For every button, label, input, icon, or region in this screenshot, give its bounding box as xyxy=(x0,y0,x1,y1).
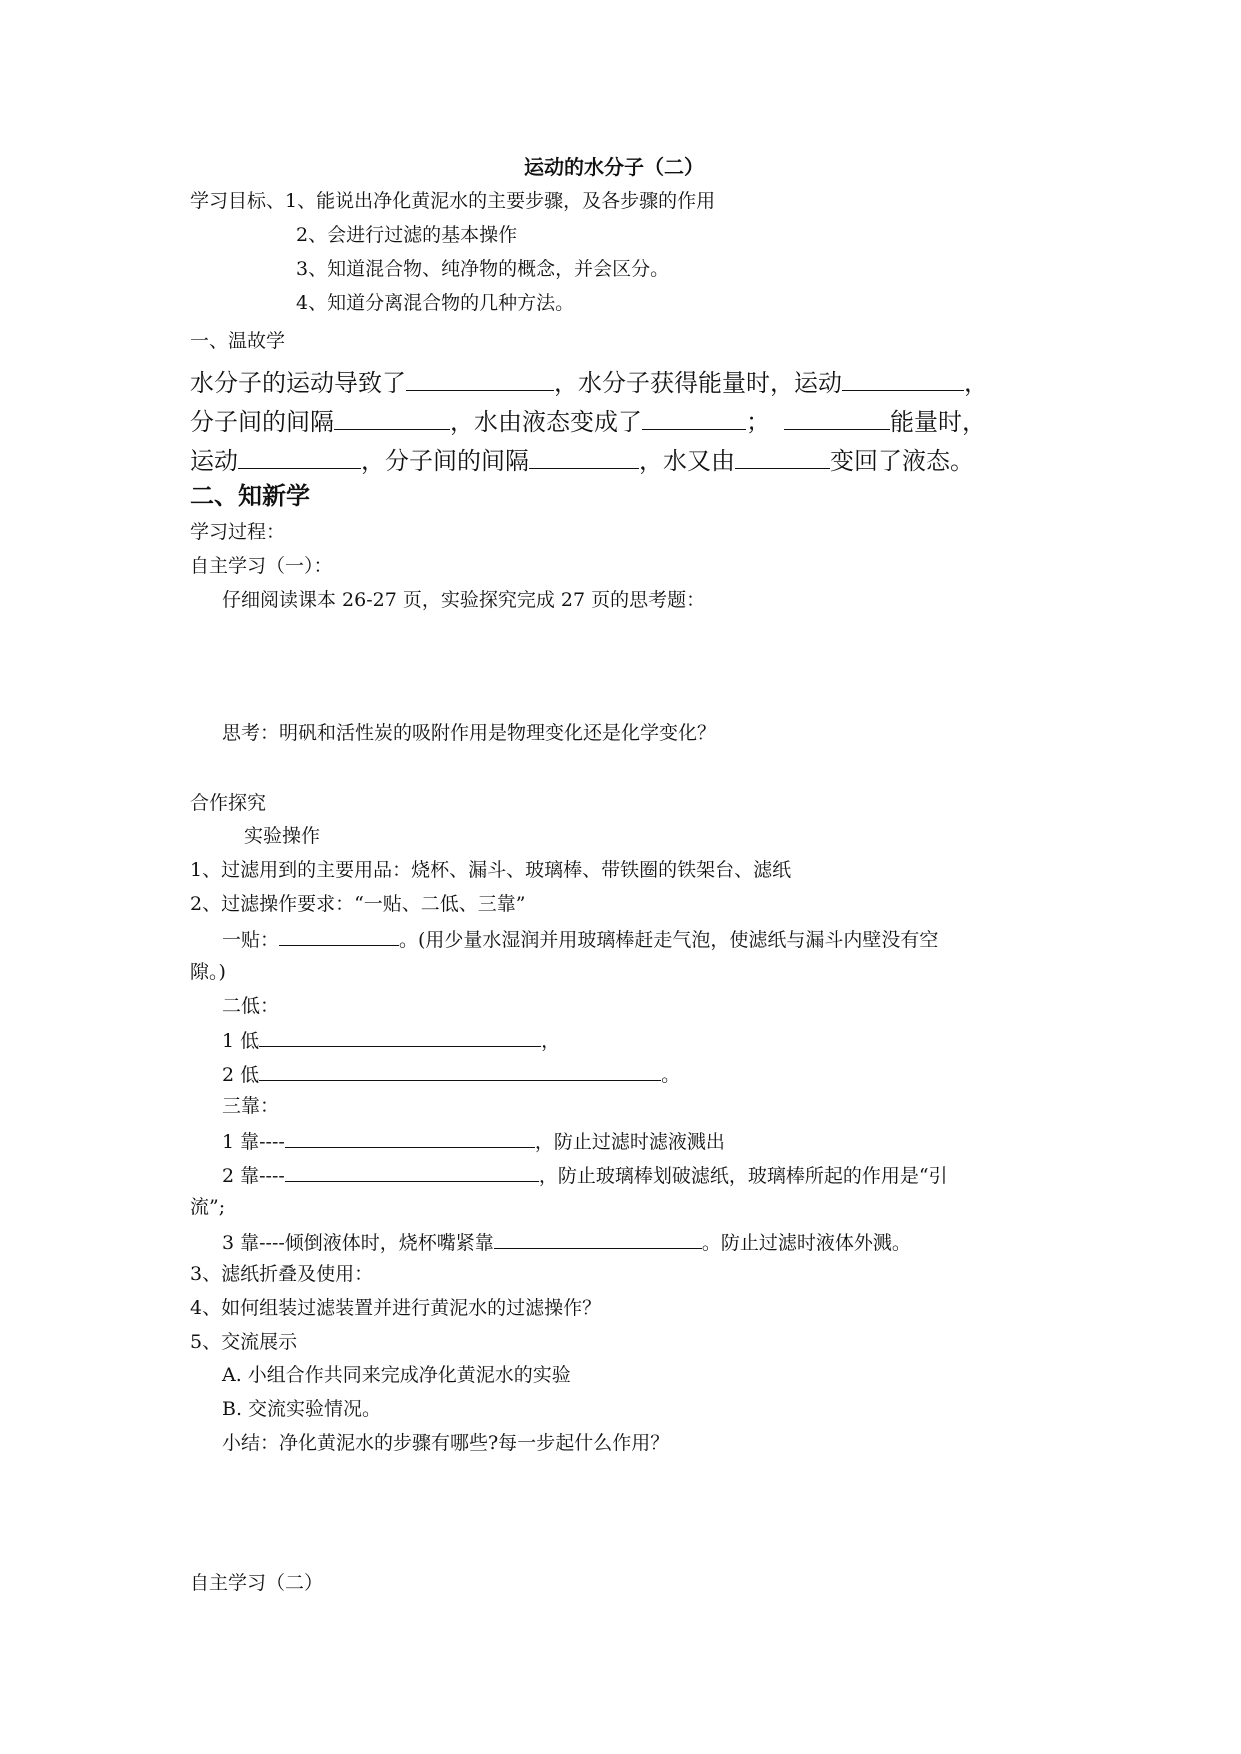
fill-blank[interactable] xyxy=(259,1060,661,1081)
one-stick-cont: 隙。) xyxy=(190,961,226,983)
objective-item-2: 2、会进行过滤的基本操作 xyxy=(296,224,518,246)
step-text: ，防止玻璃棒划破滤纸，玻璃棒所起的作用是“引 xyxy=(538,1165,948,1187)
lean-2-cont: 流”; xyxy=(190,1196,226,1218)
objective-item-3: 3、知道混合物、纯净物的概念，并会区分。 xyxy=(296,258,670,280)
reading-task: 仔细阅读课本 26-27 页，实验探究完成 27 页的思考题： xyxy=(222,589,706,611)
review-text: 变回了液态。 xyxy=(830,447,974,475)
fill-blank[interactable] xyxy=(784,403,890,430)
review-text: 水分子的运动导致了 xyxy=(190,369,406,397)
think-question: 思考：明矾和活性炭的吸附作用是物理变化还是化学变化？ xyxy=(222,722,717,744)
fill-blank[interactable] xyxy=(406,364,554,391)
step-text: 2 靠---- xyxy=(222,1165,285,1187)
step-text: 一贴： xyxy=(222,929,280,951)
step-1: 1、过滤用到的主要用品：烧杯、漏斗、玻璃棒、带铁圈的铁架台、滤纸 xyxy=(190,859,792,881)
review-text: ； xyxy=(746,408,770,436)
review-text: 能量时， xyxy=(890,408,986,436)
step-3: 3、滤纸折叠及使用： xyxy=(190,1263,374,1285)
two-low-heading: 二低： xyxy=(222,995,280,1017)
low-2-line xyxy=(222,1060,680,1088)
objective-item-1: 1、能说出净化黄泥水的主要步骤，及各步骤的作用 xyxy=(285,190,716,212)
step-2: 2、过滤操作要求：“一贴、二低、三靠” xyxy=(190,893,526,915)
fill-blank[interactable] xyxy=(494,1228,702,1249)
step-text: 。防止过滤时液体外溅。 xyxy=(701,1232,911,1254)
process-label: 学习过程： xyxy=(190,521,286,543)
review-line-3 xyxy=(190,442,974,478)
one-stick-line xyxy=(222,925,938,953)
step-text: 1 低 xyxy=(222,1030,260,1052)
fill-blank[interactable] xyxy=(259,1026,541,1047)
objectives-line-1 xyxy=(190,188,715,214)
objective-item-4: 4、知道分离混合物的几种方法。 xyxy=(296,292,575,314)
step-text: 。 xyxy=(661,1064,681,1086)
review-text: ，水分子获得能量时，运动 xyxy=(554,369,842,397)
step-text: 2 低 xyxy=(222,1064,260,1086)
lean-1-line xyxy=(222,1127,725,1155)
review-line-1 xyxy=(190,364,988,400)
step-text: 3 靠----倾倒液体时，烧杯嘴紧靠 xyxy=(222,1232,494,1254)
option-b: B. 交流实验情况。 xyxy=(222,1398,382,1420)
step-4: 4、如何组装过滤装置并进行黄泥水的过滤操作？ xyxy=(190,1297,602,1319)
lean-3-line xyxy=(222,1228,911,1256)
lean-2-line xyxy=(222,1161,948,1189)
fill-blank[interactable] xyxy=(285,1161,539,1182)
fill-blank[interactable] xyxy=(642,403,746,430)
coop-heading: 合作探究 xyxy=(190,792,267,814)
review-text: 运动 xyxy=(190,447,238,475)
review-heading: 一、温故学 xyxy=(190,330,286,352)
review-text: ，分子间的间隔 xyxy=(361,447,529,475)
page-title: 运动的水分子（二） xyxy=(524,155,704,179)
fill-blank[interactable] xyxy=(334,403,450,430)
step-text: 1 靠---- xyxy=(222,1131,285,1153)
fill-blank[interactable] xyxy=(285,1127,535,1148)
review-line-2 xyxy=(190,403,986,439)
objectives-label: 学习目标、 xyxy=(190,190,286,212)
self-study-1: 自主学习（一）： xyxy=(190,555,333,577)
review-text: ，水又由 xyxy=(639,447,735,475)
fill-blank[interactable] xyxy=(279,925,399,946)
step-text: 。(用少量水湿润并用玻璃棒赶走气泡，使滤纸与漏斗内壁没有空 xyxy=(399,929,939,951)
fill-blank[interactable] xyxy=(842,364,964,391)
review-text: 分子间的间隔 xyxy=(190,408,334,436)
step-text: ， xyxy=(541,1030,561,1052)
summary: 小结：净化黄泥水的步骤有哪些?每一步起什么作用？ xyxy=(222,1432,670,1454)
new-heading: 二、知新学 xyxy=(190,481,310,510)
fill-blank[interactable] xyxy=(238,442,361,469)
step-text: ，防止过滤时滤液溅出 xyxy=(534,1131,725,1153)
review-text: ， xyxy=(964,369,988,397)
experiment-heading: 实验操作 xyxy=(244,825,321,847)
review-text: ，水由液态变成了 xyxy=(450,408,642,436)
step-5: 5、交流展示 xyxy=(190,1331,298,1353)
low-1-line xyxy=(222,1026,560,1054)
self-study-2: 自主学习（二） xyxy=(190,1572,324,1594)
option-a: A. 小组合作共同来完成净化黄泥水的实验 xyxy=(222,1364,571,1386)
fill-blank[interactable] xyxy=(735,442,830,469)
fill-blank[interactable] xyxy=(529,442,639,469)
three-lean-heading: 三靠： xyxy=(222,1095,280,1117)
